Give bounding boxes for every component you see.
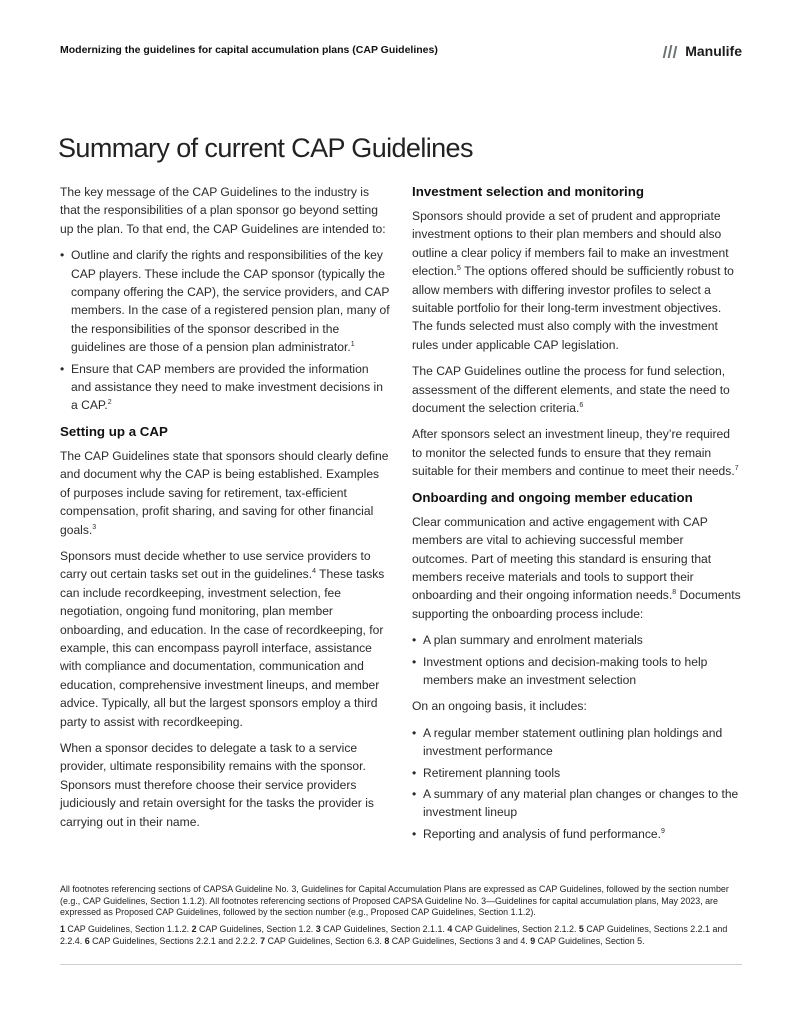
footnote-ref: 2 — [107, 399, 112, 407]
ongoing-bullet — [412, 785, 742, 822]
bullet-text: Ensure that CAP members are provided the information and assistance they need to make investment decisions in a CAP. — [71, 361, 383, 413]
footnote-ref: 6 — [579, 402, 584, 410]
investment-paragraph-text: After sponsors select an investment lineup, they’re required to monitor the selected funds to ensure that they remain suitable for their members and continue to meet their needs. — [412, 427, 735, 479]
footnote-text: CAP Guidelines, Section 1.1.2. — [67, 924, 190, 935]
investment-paragraph-text: The CAP Guidelines outline the process for fund selection, assessment of the different elements, and state the need to document the selection criteria. — [412, 364, 730, 416]
ongoing-bullet — [412, 825, 742, 843]
investment-paragraph — [412, 425, 742, 480]
footnote-ref: 4 — [312, 568, 316, 576]
setting-paragraph-text: Sponsors must decide whether to use service providers to carry out certain tasks set out in the guidelines. — [60, 548, 371, 582]
footnote-item — [192, 924, 314, 934]
intro-bullet — [60, 360, 390, 415]
intro-bullet-list — [60, 246, 390, 415]
bullet-text: Retirement planning tools — [423, 765, 561, 780]
investment-paragraph-text: Sponsors should provide a set of prudent and appropriate investment options to their plan members and should also outline a clear policy if members fail to make an investment election. — [412, 209, 729, 279]
onboarding-bullet-list — [412, 631, 742, 689]
footnote-number: 1 — [60, 924, 65, 935]
left-column — [60, 183, 390, 839]
footer-divider — [60, 964, 742, 965]
footnote-item — [384, 936, 527, 946]
setting-paragraph — [60, 547, 390, 731]
footnote-item — [260, 936, 382, 946]
footnote-item — [530, 936, 644, 946]
footnotes-list — [60, 924, 744, 947]
onboarding-paragraph — [412, 513, 742, 623]
footnotes — [60, 884, 744, 953]
footnote-text: CAP Guidelines, Section 2.1.1. — [323, 924, 445, 935]
footnote-text: CAP Guidelines, Section 6.3. — [267, 935, 382, 946]
setting-up-heading: Setting up a CAP — [60, 423, 168, 439]
footnote-number: 2 — [191, 924, 197, 935]
footnote-item — [85, 936, 258, 946]
ongoing-bullet — [412, 724, 742, 761]
setting-paragraph-text: These tasks can include recordkeeping, investment selection, fee negotiation, ongoing fund monitoring, plan member onboarding, and education. In the case of recordkeeping, for example, this can encompass payroll interface, assistance with compliance and documentation, communication and education, comprehensive investment lineups, and member advice. Typically, all but the largest sponsors employ a third party to assist with recordkeeping. — [60, 567, 385, 729]
bullet-text: Reporting and analysis of fund performance. — [423, 826, 661, 841]
investment-heading: Investment selection and monitoring — [412, 184, 644, 199]
onboarding-heading: Onboarding and ongoing member education — [412, 489, 693, 505]
onboarding-bullet: • Investment options and decision-making tools to help members make an investment selection — [412, 653, 742, 690]
setting-paragraph-text: The CAP Guidelines state that sponsors should clearly define and document why the CAP is being established. Examples of purposes include saving for retirement, tax-efficient compensation, profit sharing, and saving for other financial goals. — [60, 448, 389, 537]
footnote-text: CAP Guidelines, Sections 2.2.1 and 2.2.2. — [92, 935, 258, 946]
footnote-ref: 5 — [457, 265, 461, 273]
footnote-number: 4 — [447, 924, 453, 935]
brand — [664, 43, 742, 59]
intro-bullet — [60, 246, 390, 356]
footnote-item — [316, 924, 445, 934]
footnote-number: 8 — [384, 935, 390, 946]
investment-paragraph — [412, 207, 742, 354]
footnote-ref: 3 — [92, 523, 97, 531]
manulife-logo-icon — [664, 45, 676, 58]
investment-paragraph-text: The options offered should be sufficiently robust to allow members with differing investor profiles to select a suitable portfolio for their long-term investment objectives. The funds selected must also comply with the investment rules under applicable CAP legislation. — [412, 264, 734, 352]
footnote-number: 3 — [315, 924, 321, 935]
ongoing-bullet-list — [412, 724, 742, 843]
bullet-text: A regular member statement outlining plan holdings and investment performance — [423, 725, 723, 759]
footnote-item — [447, 924, 576, 934]
footnote-text: CAP Guidelines, Section 5. — [537, 935, 645, 946]
bullet-text: A summary of any material plan changes or changes to the investment lineup — [423, 786, 739, 820]
onboarding-bullet: • A plan summary and enrolment materials — [412, 631, 742, 649]
footnote-text: CAP Guidelines, Sections 2.2.1 and 2.2.4. — [60, 924, 728, 946]
setting-paragraph: When a sponsor decides to delegate a task to a service provider, ultimate responsibility remains with the sponsor. Sponsors must therefore choose their service providers judiciously and retain oversight for the tasks the provider is carrying out in their name. — [60, 740, 374, 829]
footnote-number: 9 — [530, 935, 536, 946]
footnotes-intro: All footnotes referencing sections of CAPSA Guideline No. 3, Guidelines for Capital Accumulation Plans are expressed as CAP Guidelines, followed by the section number (e.g., CAP Guidelines, Section 1.1.2). All footnotes referencing sections of Proposed CAPSA Guideline No. 3—Guidelines for capital accumulation plans, May 2023, are expressed as Proposed CAP Guidelines, followed by the section number (e.g., Proposed CAP Guidelines, Section 1.1.2). — [60, 884, 729, 918]
footnote-ref: 1 — [350, 341, 355, 349]
bullet-text: Outline and clarify the rights and responsibilities of the key CAP players. These include the CAP sponsor (typically the company offering the CAP), the service providers, and CAP members. In the case of a registered pension plan, many of the responsibilities of the sponsor described in the guidelines are those of a pension plan administrator. — [71, 248, 390, 355]
onboarding-paragraph-text: Clear communication and active engagement with CAP members are vital to achieving successful member outcomes. Part of meeting this standard is ensuring that members receive materials and tools to support their onboarding and their ongoing information needs. — [412, 514, 712, 603]
footnote-number: 7 — [260, 935, 266, 946]
footnote-ref: 9 — [660, 827, 665, 835]
setting-paragraph — [60, 447, 390, 539]
footnote-text: CAP Guidelines, Section 1.2. — [198, 924, 314, 935]
brand-name: Manulife — [685, 43, 742, 59]
footnote-number: 6 — [84, 935, 90, 946]
intro-paragraph: The key message of the CAP Guidelines to the industry is that the responsibilities of a plan sponsor go beyond setting up the plan. To that end, the CAP Guidelines are intended to: — [60, 185, 386, 236]
onboarding-paragraph-text: Documents supporting the onboarding process include: — [412, 588, 741, 621]
right-column — [412, 183, 742, 851]
header-title: Modernizing the guidelines for capital accumulation plans (CAP Guidelines) — [60, 44, 438, 56]
investment-paragraph — [412, 362, 742, 417]
ongoing-intro: On an ongoing basis, it includes: — [412, 699, 587, 714]
ongoing-bullet — [412, 764, 742, 782]
footnote-text: CAP Guidelines, Section 2.1.2. — [454, 924, 577, 935]
footnote-number: 5 — [578, 924, 584, 935]
page-title: Summary of current CAP Guidelines — [58, 133, 473, 163]
footnote-item — [60, 924, 189, 934]
footnote-ref: 7 — [734, 465, 739, 473]
footnote-ref: 8 — [672, 589, 677, 597]
footnote-text: CAP Guidelines, Sections 3 and 4. — [391, 935, 528, 946]
